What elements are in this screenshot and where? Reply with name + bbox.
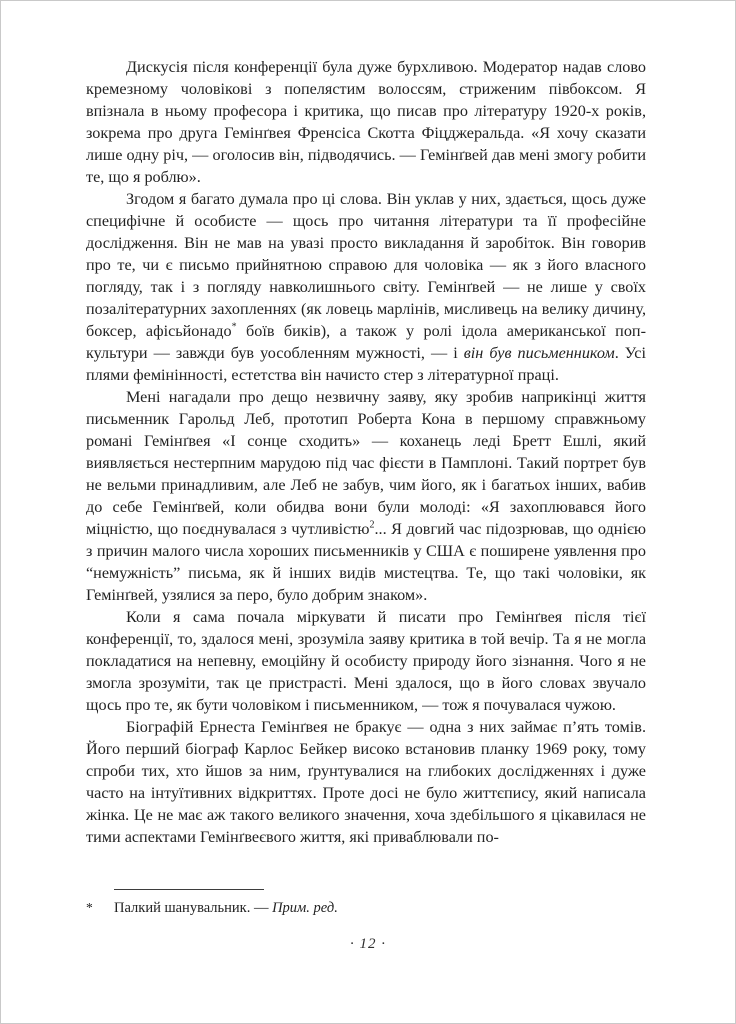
paragraph: Дискусія після конференції була дуже бурхливою. Модератор надав слово кремезному чоловікові з попелястим волоссям, стриженим півбоксом. Я впізнала в ньому професора і критика, що писав про літературу 1920-х років, зокрема про друга Гемінґвея Френсіса Скотта Фіцджеральда. «Я хочу сказати лише одну річ, — оголосив він, підводячись. — Гемінґвей дав мені змогу робити те, що я роблю». — [86, 58, 646, 186]
footnote — [86, 889, 646, 918]
footnote-reference: 2 — [369, 519, 375, 531]
footnote-text — [114, 898, 646, 918]
footnote-marker: * — [86, 900, 93, 915]
body-text — [86, 56, 646, 892]
footnote-separator — [114, 889, 264, 890]
paragraph: Мені нагадали про дещо незвичну заяву, яку зробив наприкінці життя письменник Гарольд Леб, прототип Роберта Кона в першому справжньому романі Гемінґвея «І сонце сходить» — коханець леді Бретт Ешлі, який виявляється нестерпним марудою під час фієсти в Памплоні. Такий портрет був не вельми принадливим, але Леб не забув, чим його, як і багатьох інших, вабив до себе Гемінґвей, коли обидва вони були молоді: «Я захоплювався його міцністю, що поєднувалася з чутливістю$^2$... Я довгий час підозрював, що однією з причин малого числа хороших письменників у США є поширене уявлення про “немужність” письма, як й інших видів мистецтва. Те, що такі чоловіки, як Гемінґвей, узялися за перо, було добрим знаком». — [86, 388, 646, 604]
footnote-text-main: Палкий шанувальник. — — [114, 900, 273, 916]
footnote-editor-note: Прим. ред. — [272, 900, 338, 916]
footnote-reference: * — [231, 321, 237, 333]
paragraph: Біографій Ернеста Гемінґвея не бракує — одна з них займає п’ять томів. Його перший біограф Карлос Бейкер високо встановив планку 1969 року, тому спроби тих, хто йшов за ним, ґрунтувалися на глибоких дослідженнях і дуже часто на інтуїтивних відкриттях. Проте досі не було життєпису, який написала жінка. Це не має аж такого великого значення, хоча здебільшого я цікавилася не тими аспектами Гемінґвеєвого життя, які приваблювали по- — [86, 718, 646, 846]
page-number: · 12 · — [350, 936, 386, 952]
paragraph: Згодом я багато думала про ці слова. Він уклав у них, здається, щось дуже специфічне й особисте — щось про читання літератури та її професійне дослідження. Він не мав на увазі просто викладання й заробіток. Він говорив про те, чи є письмо прийнятною справою для чоловіка — як з його власного погляду, так і з погляду навколишнього світу. Гемінґвей — не лише у своїх позалітературних захопленнях (як ловець марлінів, мисливець на велику дичину, боксер, афісьйонадо* боїв биків), а також у ролі ідола американської поп-культури — завжди був уособленням мужності, — і він був письменником. Усі плями фемінінності, естетства він начисто стер з літературної праці. — [86, 190, 646, 384]
paragraph: Коли я сама почала міркувати й писати про Гемінґвея після тієї конференції, то, здалося мені, зрозуміла заяву критика в той вечір. Та я не могла покладатися на непевну, емоційну й особисту природу його зізнання. Чого я не змогла зрозуміти, так це пристрасті. Мені здалося, що в його словах звучало щось про те, як бути чоловіком і письменником, — тож я почувалася чужою. — [86, 608, 646, 714]
